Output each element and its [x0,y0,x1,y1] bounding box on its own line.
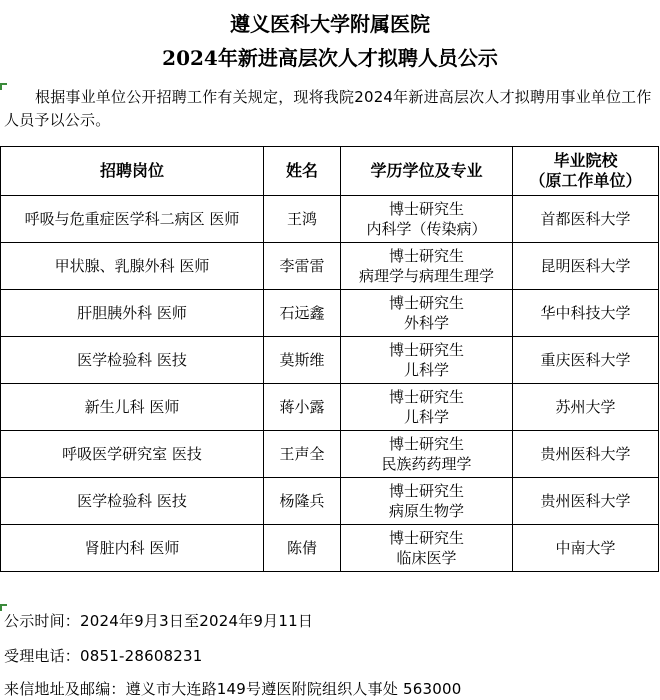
table-row [1,525,659,572]
table-row [1,243,659,290]
major-text: 民族药药理学 [381,455,472,473]
cell-position: 呼吸医学研究室 医技 [1,431,264,478]
table-row [1,196,659,243]
cell-position: 医学检验科 医技 [1,478,264,525]
degree-text: 博士研究生 [388,435,464,453]
cell-degree-major [341,431,513,478]
degree-text: 博士研究生 [388,529,464,547]
candidate-table [0,146,659,572]
cell-name: 王鸿 [264,196,341,243]
cell-name: 陈倩 [264,525,341,572]
cell-degree-major [341,290,513,337]
notice-period: 公示时间：2024年9月3日至2024年9月11日 [4,612,314,630]
mailing-address: 来信地址及邮编：遵义市大连路149号遵医附院组织人事处 563000 [4,680,462,698]
cell-name: 蒋小露 [264,384,341,431]
cell-school: 贵州医科大学 [513,431,659,478]
cell-degree-major [341,196,513,243]
cell-position: 新生儿科 医师 [1,384,264,431]
major-text: 临床医学 [396,549,457,567]
cell-name: 莫斯维 [264,337,341,384]
table-header-row [1,147,659,196]
page-subtitle: 2024年新进高层次人才拟聘人员公示 [162,46,498,70]
cell-school: 苏州大学 [513,384,659,431]
cell-name: 王声全 [264,431,341,478]
cell-name: 杨隆兵 [264,478,341,525]
cell-position: 肝胆胰外科 医师 [1,290,264,337]
cell-school: 华中科技大学 [513,290,659,337]
cell-school: 首都医科大学 [513,196,659,243]
degree-text: 博士研究生 [388,294,464,312]
major-text: 儿科学 [403,361,449,379]
header-school [513,147,659,196]
page-title: 遵义医科大学附属医院 [230,12,430,36]
header-name: 姓名 [264,147,341,196]
major-text: 外科学 [403,314,449,332]
cell-school: 中南大学 [513,525,659,572]
header-degree: 学历学位及专业 [341,147,513,196]
cell-school: 昆明医科大学 [513,243,659,290]
table-row [1,384,659,431]
header-position: 招聘岗位 [1,147,264,196]
cell-degree-major [341,243,513,290]
intro-paragraph: 根据事业单位公开招聘工作有关规定，现将我院2024年新进高层次人才拟聘用事业单位工作人员予以公示。 [4,88,652,129]
table-row [1,431,659,478]
degree-text: 博士研究生 [388,247,464,265]
major-text: 儿科学 [403,408,449,426]
degree-text: 博士研究生 [388,388,464,406]
major-text: 内科学（传染病） [366,220,487,238]
table-row [1,290,659,337]
contact-phone: 受理电话：0851-28608231 [4,647,203,665]
major-text: 病原生物学 [388,502,464,520]
cell-school: 重庆医科大学 [513,337,659,384]
cell-degree-major [341,525,513,572]
degree-text: 博士研究生 [388,200,464,218]
header-school-line1: 毕业院校 [553,151,618,170]
major-text: 病理学与病理生理学 [358,267,494,285]
table-row [1,337,659,384]
table-row [1,478,659,525]
degree-text: 博士研究生 [388,482,464,500]
cell-degree-major [341,337,513,384]
header-school-line2: （原工作单位） [529,171,642,190]
cell-position: 甲状腺、乳腺外科 医师 [1,243,264,290]
cell-school: 贵州医科大学 [513,478,659,525]
cell-degree-major [341,478,513,525]
cell-position: 医学检验科 医技 [1,337,264,384]
cell-name: 石远鑫 [264,290,341,337]
cell-position: 肾脏内科 医师 [1,525,264,572]
cell-position: 呼吸与危重症医学科二病区 医师 [1,196,264,243]
cell-name: 李雷雷 [264,243,341,290]
cell-degree-major [341,384,513,431]
degree-text: 博士研究生 [388,341,464,359]
